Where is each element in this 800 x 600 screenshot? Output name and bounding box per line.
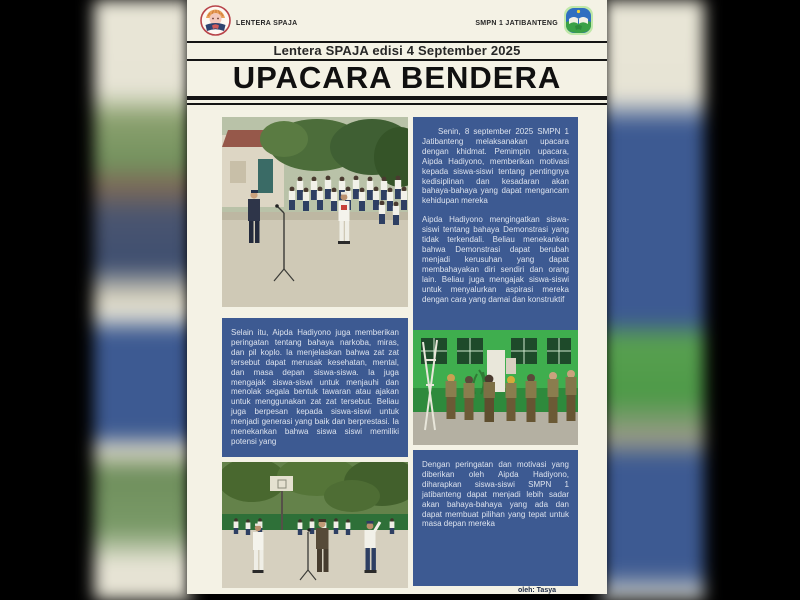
article-paragraph-box-right-bottom [413, 450, 578, 586]
page-header [200, 5, 594, 41]
edition-line: Lentera SPAJA edisi 4 September 2025 [273, 43, 521, 58]
lentera-spaja-logo-icon [200, 5, 231, 41]
school-group [475, 5, 594, 41]
page-title: UPACARA BENDERA [232, 60, 562, 95]
blurred-backdrop-left [94, 0, 192, 600]
article-text-3: Selain itu, Aipda Hadiyono juga memberikan peringatan tentang bahaya narkoba, miras, dan pil koplo. Ia menjelaskan bahwa zat zat tersebut dapat merusak kesehatan, mental, dan masa depan siswa-siswa. Ia juga mengajak siswa-siswi untuk menjauhi dan menolak segala bentuk tawaran atau ajakan untuk menggunakan zat zat tersebut. Beliau juga berpesan kepada siswa-siswi untuk menjadi generasi yang baik dan berprestasi. Ia menekankan bahwa siswa siswi memiliki potensi yang [231, 328, 399, 446]
blurred-backdrop-right [600, 0, 704, 600]
masthead-rule-thick [187, 96, 607, 100]
article-paragraph-box-left [222, 318, 408, 457]
article-text-1: Senin, 8 september 2025 SMPN 1 Jatibanteng melaksanakan upacara dengan khidmat. Pemimpin upacara, Aipda Hadiyono, memberikan motivasi kepada siswa-siswi tentang pentingnya kedisiplinan dan kesadaran akan bahaya-bahaya yang dapat mengancam kehidupan mereka [422, 127, 569, 206]
article-text-4: Dengan peringatan dan motivasi yang diberikan oleh Aipda Hadiyono, diharapkan siswa-siswi SMPN 1 jatibanteng dapat menjadi lebih sadar akan bahaya-bahaya yang ada dan dapat membuat pilihan yang tepat untuk masa depan mereka [422, 460, 569, 529]
article-text-2: Aipda Hadiyono mengingatkan siswa-siswi tentang bahaya Demonstrasi yang tidak terkendali. Beliau menekankan bahwa Demonstrasi dapat berubah menjadi kerusuhan yang dapat membahayakan diri sendiri dan orang lain. Beliau juga mengajak siswa-siswi untuk menyalurkan aspirasi mereka dengan cara yang damai dan konstruktif [422, 215, 569, 304]
article-paragraph-box-right-top [413, 117, 578, 330]
school-label: SMPN 1 JATIBANTENG [475, 19, 558, 27]
brand-label: LENTERA SPAJA [236, 19, 298, 27]
photo-teachers-school-building [413, 330, 578, 445]
brand-group [200, 5, 297, 41]
photo-flag-ceremony-field [222, 117, 408, 307]
photo-salute-ceremony [222, 462, 408, 588]
smpn-jatibanteng-logo-icon [563, 5, 594, 41]
masthead-rule-thin [187, 103, 607, 105]
byline: oleh: Tasya [518, 587, 556, 594]
newsletter-page [187, 0, 607, 594]
